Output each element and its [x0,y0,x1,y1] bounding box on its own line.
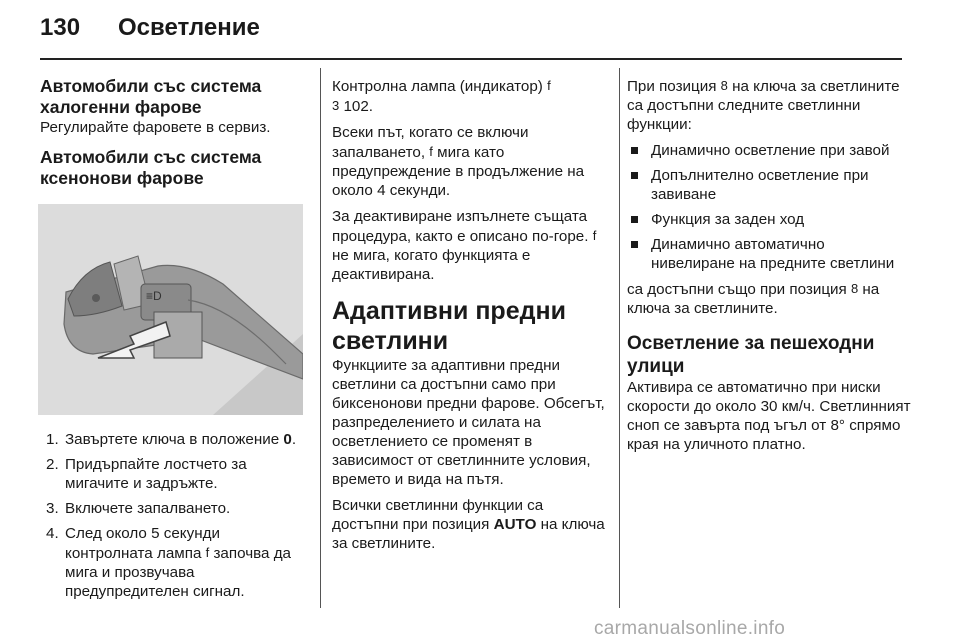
column-2 [332,76,606,560]
instruction-steps [40,430,305,607]
also-available-paragraph: са достъпни също при позиция 8 на ключа за светлините. [627,281,880,317]
auto-paragraph: Всички светлинни функции са достъпни при позиция AUTO на ключа за светлините. [332,497,605,552]
section-adaptive-title: Адаптивни предни светлини [332,297,566,355]
functions-list [627,141,912,273]
step-1: 1. Завъртете ключа в положение 0. [46,431,297,448]
pedestrian-paragraph: Активира се автоматично при ниски скорости до около 30 км/ч. Светлинният сноп се завърта под ъгъл от 8° спрямо края на уличното платно. [627,379,911,453]
light-switch-illustration [38,204,303,415]
page-number: 130 [40,14,81,41]
column-divider-2 [619,68,620,608]
reference-arrow-icon: 3 [332,98,340,113]
indicator-paragraph: Контролна лампа (индикатор) f 3 102. [332,78,551,115]
section-pedestrian-title: Осветление за пешеходни улици [627,333,875,377]
warning-lamp-icon: f [592,228,597,243]
section-halogen-title: Автомобили със система халогенни фарове [40,76,262,117]
column-3 [627,76,912,461]
deactivation-paragraph: За деактивиране изпълнете същата процедура, както е описано по-горе. f не мига, когато функцията е деактивирана. [332,208,597,283]
page-title: Осветление [118,14,260,41]
list-item: Динамично автоматично нивелиране на предните светлини [627,235,912,273]
section-xenon-title: Автомобили със система ксенонови фарове [40,147,262,188]
svg-text:≡D: ≡D [146,289,162,303]
warning-lamp-icon: f [205,545,210,560]
ignition-paragraph: Всеки път, когато се включи запалването, f мига като предупреждение в продължение на около 4 секунди. [332,124,585,199]
headlight-icon: 8 [850,281,859,296]
step-4: 4. След около 5 секунди контролната лампа f започва да мига и прозвучава предупредителен сигнал. [46,525,292,600]
position-paragraph: При позиция 8 на ключа за светлините са достъпни следните светлинни функции: [627,78,900,133]
adaptive-paragraph: Функциите за адаптивни предни светлини са достъпни само при биксенонови предни фарове. Обсегът, разпределението и силата на осветлението се променят в зависимост от светлинните условия, времето и вида на пътя. [332,357,605,488]
list-item: Динамично осветление при завой [627,141,912,160]
watermark: carmanualsonline.info [594,618,786,639]
warning-lamp-icon: f [547,78,551,93]
step-2: 2. Придърпайте лостчето за мигачите и задръжте. [46,456,247,492]
page-header [40,14,920,56]
list-item: Функция за заден ход [627,210,912,229]
warning-lamp-icon: f [429,144,433,159]
section-halogen-text: Регулирайте фаровете в сервиз. [40,119,271,136]
header-divider [40,58,902,60]
column-1 [40,76,305,189]
column-divider-1 [320,68,321,608]
headlight-icon: 8 [720,78,728,93]
list-item: Допълнително осветление при завиване [627,166,912,204]
step-3: 3. Включете запалването. [46,500,231,517]
